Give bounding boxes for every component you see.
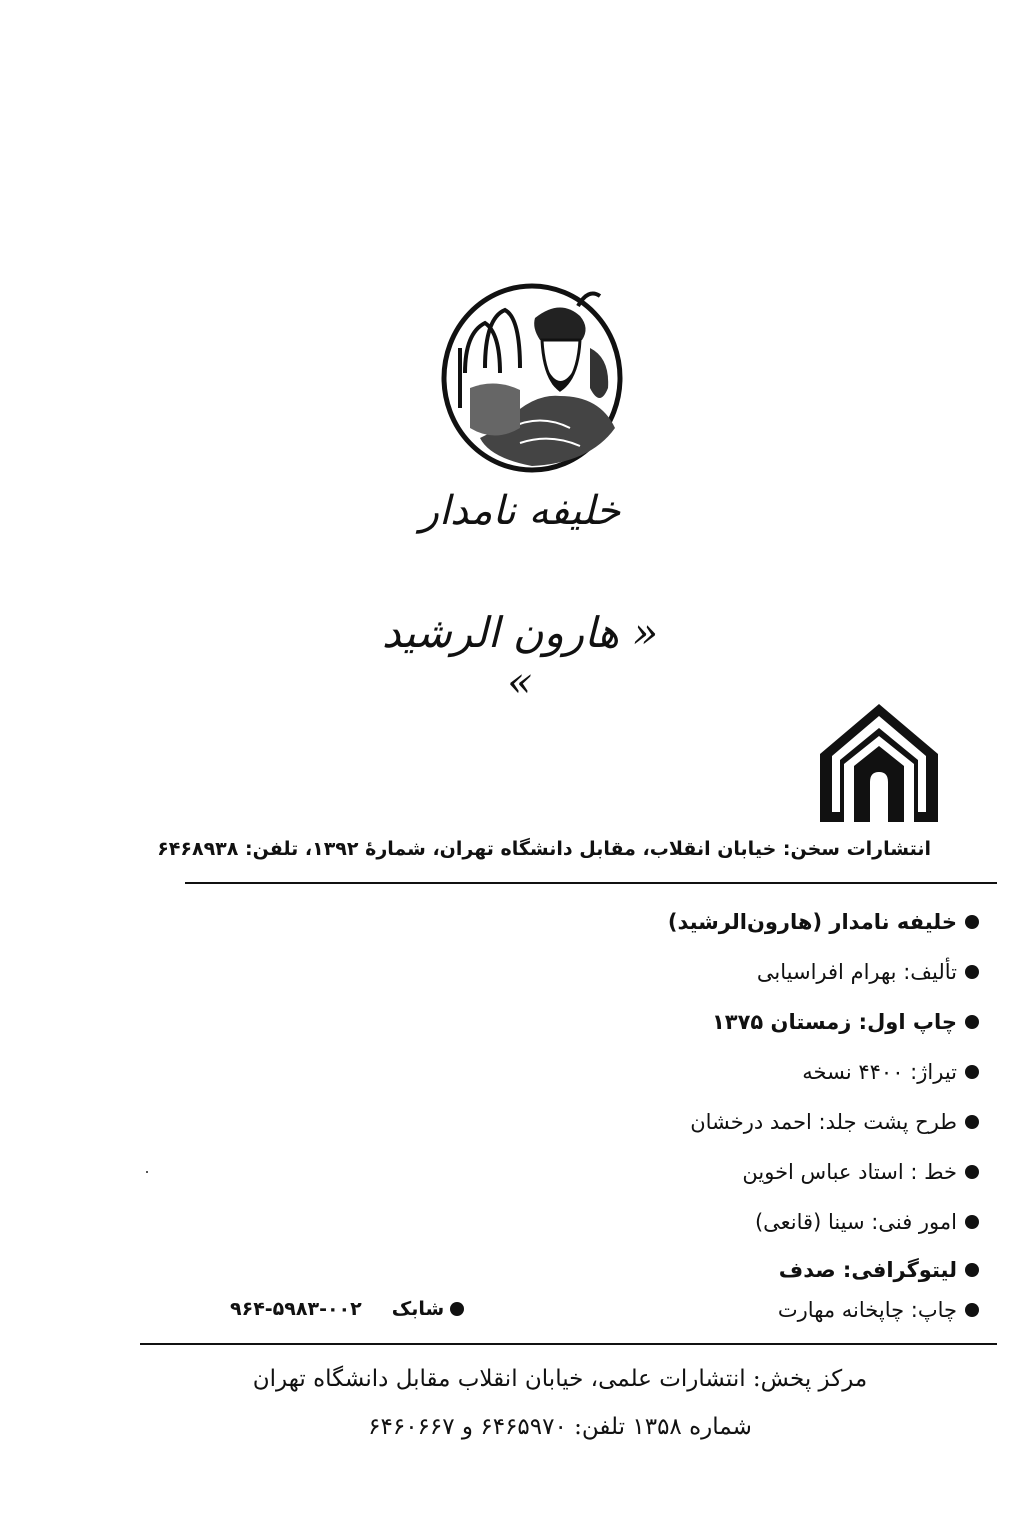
detail-item-calligraphy: خط : استاد عباس اخوین: [742, 1160, 979, 1184]
bullet-icon: [965, 965, 979, 979]
bullet-icon: [965, 915, 979, 929]
bullet-icon: [965, 1263, 979, 1277]
bullet-icon: [450, 1302, 464, 1316]
detail-item-lithography: لیتوگرافی: صدف: [779, 1258, 979, 1282]
publisher-logo: [818, 702, 940, 824]
isbn: [230, 1298, 464, 1320]
detail-item-edition: چاپ اول: زمستان ۱۳۷۵: [712, 1010, 979, 1034]
detail-item-technical: امور فنی: سینا (قانعی): [755, 1210, 979, 1234]
book-title-calligraphy: خلیفه نامدار: [419, 488, 621, 534]
book-subtitle-calligraphy: « هارون الرشید »: [381, 608, 659, 706]
isbn-label: شابک: [391, 1298, 445, 1320]
isbn-value: ۹۶۴-۵۹۸۳-۰۰۲: [230, 1298, 362, 1320]
bullet-icon: [965, 1065, 979, 1079]
detail-item-author: تألیف: بهرام افراسیابی: [757, 960, 979, 984]
scan-speck: [146, 1171, 148, 1173]
distribution-address: مرکز پخش: انتشارات علمی، خیابان انقلاب مقابل دانشگاه تهران: [252, 1366, 868, 1392]
bullet-icon: [965, 1215, 979, 1229]
detail-item-cover-design: طرح پشت جلد: احمد درخشان: [690, 1110, 979, 1134]
detail-item-print-run: تیراژ: ۴۴۰۰ نسخه: [802, 1060, 979, 1084]
bullet-icon: [965, 1303, 979, 1317]
distribution-phone: شماره ۱۳۵۸ تلفن: ۶۴۶۵۹۷۰ و ۶۴۶۰۶۶۷: [368, 1414, 752, 1440]
bullet-icon: [965, 1165, 979, 1179]
detail-item-printing: چاپ: چاپخانه مهارت: [778, 1298, 979, 1322]
bottom-divider: [140, 1343, 997, 1345]
detail-item-title: خلیفه نامدار (هارون‌الرشید): [668, 910, 979, 934]
bullet-icon: [965, 1115, 979, 1129]
portrait-medallion-image: [440, 278, 625, 473]
publisher-address-line: انتشارات سخن: خیابان انقلاب، مقابل دانشگاه تهران، شمارهٔ ۱۳۹۲، تلفن: ۶۴۶۸۹۳۸: [157, 838, 931, 860]
top-divider: [185, 882, 997, 884]
bullet-icon: [965, 1015, 979, 1029]
